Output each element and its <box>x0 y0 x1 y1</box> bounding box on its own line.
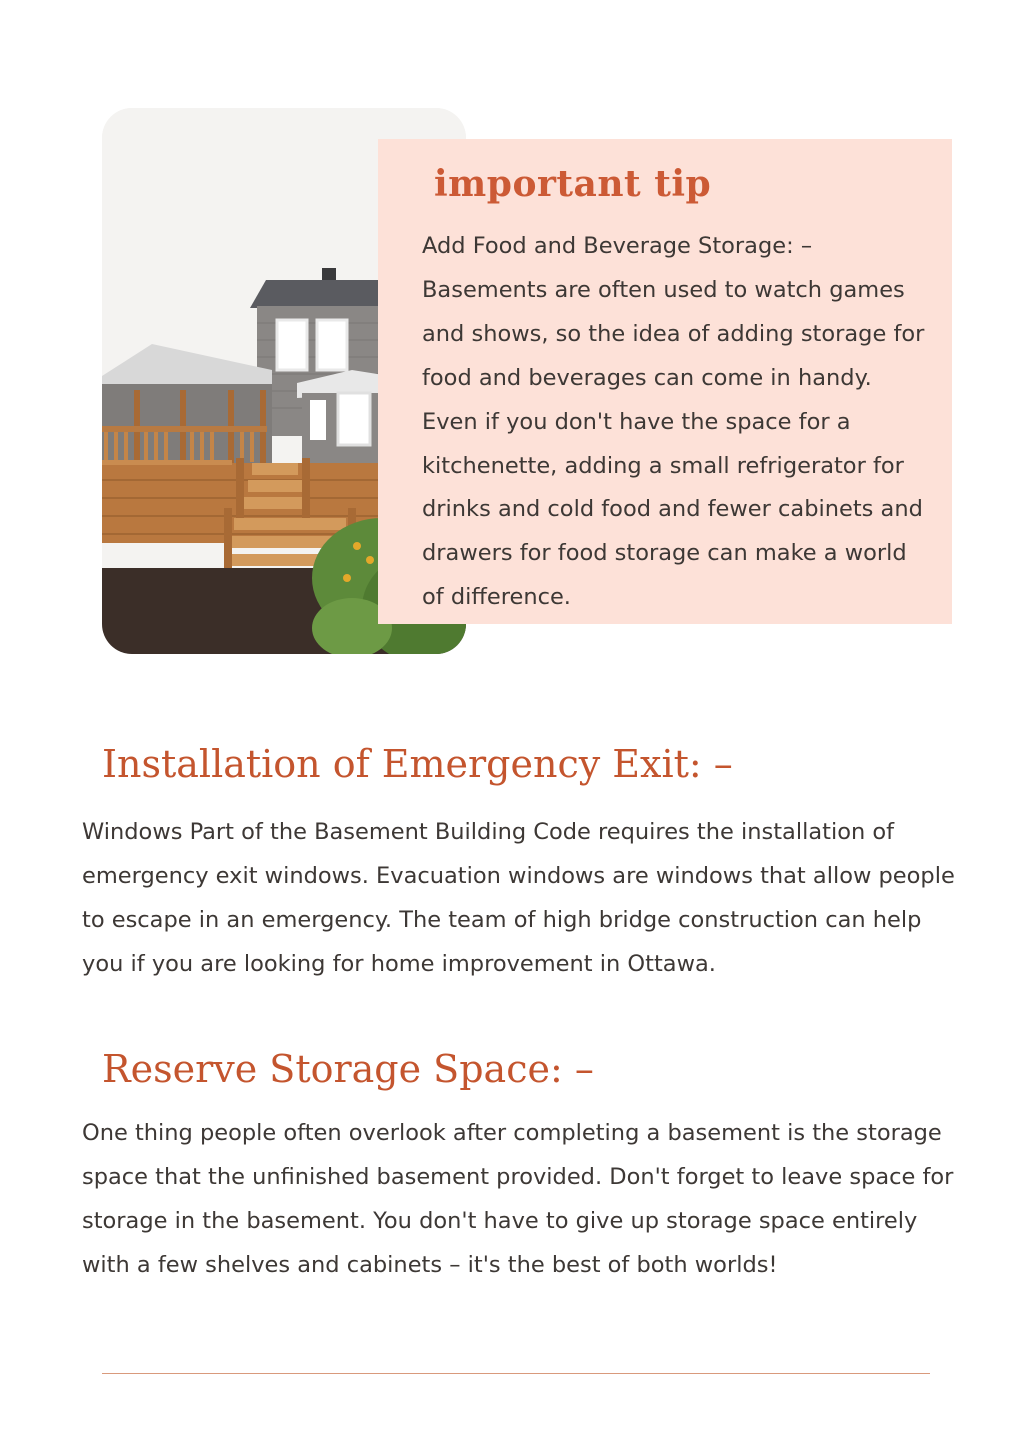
tip-title: important tip <box>434 163 712 205</box>
section-body-emergency-exit: Windows Part of the Basement Building Code requires the installation of emergency exit windows. Evacuation windows are windows that allow people to escape in an emergency. The team of high bridge construction can help you if you are looking for home improvement in Ottawa. <box>82 819 955 977</box>
footer-divider <box>102 1373 930 1374</box>
section-heading-emergency-exit: Installation of Emergency Exit: – <box>102 742 733 786</box>
important-tip-box <box>378 139 952 624</box>
section-heading-storage-space: Reserve Storage Space: – <box>102 1047 594 1091</box>
section-body-storage-space: One thing people often overlook after completing a basement is the storage space that the unfinished basement provided. Don't forget to leave space for storage in the basement. You don't have to give up storage space entirely with a few shelves and cabinets – it's the best of both worlds! <box>82 1120 954 1278</box>
tip-text: Add Food and Beverage Storage: – Basements are often used to watch games and shows, so the idea of adding storage for food and beverages can come in handy. Even if you don't have the space for a kitchenette, adding a small refrigerator for drinks and cold food and fewer cabinets and drawers for food storage can make a world of difference. <box>422 233 925 611</box>
